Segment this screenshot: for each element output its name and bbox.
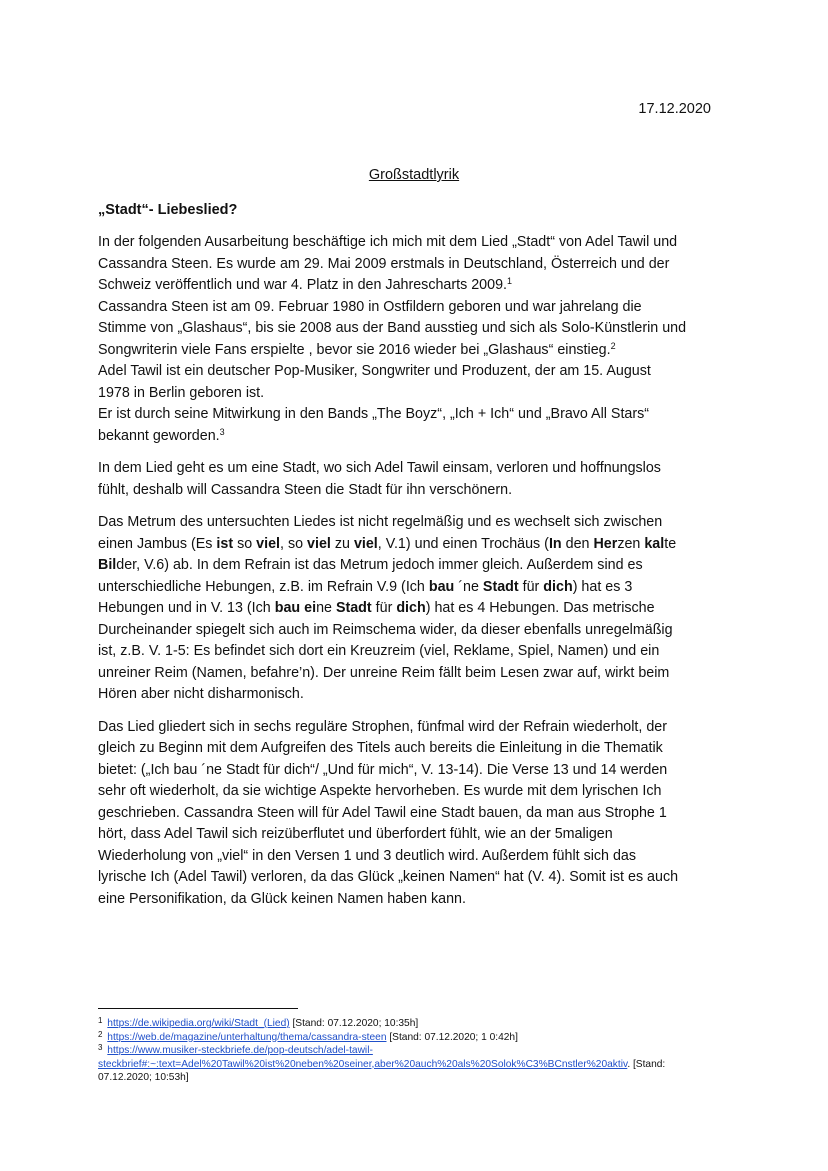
- text-segment: , V.1) und einen Trochäus (: [377, 535, 549, 552]
- text-line: eine Personifikation, da Glück keinen Namen haben kann.: [98, 890, 466, 907]
- text-segment: zen: [617, 535, 645, 552]
- footnote-item: [98, 1031, 738, 1045]
- footnote-text: [Stand: 07.12.2020; 1 0:42h]: [386, 1031, 518, 1043]
- footnote-item: [98, 1044, 738, 1058]
- text-line: Durcheinander spiegelt sich auch im Reimschema wider, da dieser ebenfalls unregelmäßig: [98, 621, 673, 638]
- text-segment: ) hat es 3: [572, 578, 633, 595]
- stressed-syllable: bau: [428, 578, 455, 595]
- footnote-link[interactable]: https://www.musiker-steckbriefe.de/pop-deutsch/adel-tawil-: [107, 1045, 373, 1056]
- text-segment: für: [371, 600, 397, 616]
- stressed-syllable: viel: [307, 535, 331, 552]
- text-line: ist, z.B. V. 1-5: Es befindet sich dort ein Kreuzreim (viel, Reklame, Spiel, Namen) und ein: [98, 643, 660, 659]
- footnote-ref: 2: [610, 340, 616, 351]
- document-body: [98, 232, 738, 921]
- stressed-syllable: Stadt: [482, 578, 519, 595]
- text-line: Er ist durch seine Mitwirkung in den Bands „The Boyz“, „Ich + Ich“ und „Bravo All Stars“: [98, 406, 650, 422]
- text-segment: Schweiz veröffentlich und war 4. Platz in den Jahrescharts 2009.: [98, 277, 508, 293]
- text-line: [98, 426, 738, 448]
- text-segment: für: [518, 578, 544, 595]
- text-line: [98, 534, 738, 556]
- text-line: gleich zu Beginn mit dem Aufgreifen des Titels auch bereits die Einleitung in die Thematik: [98, 740, 663, 756]
- text-line: Das Lied gliedert sich in sechs reguläre Strophen, fünfmal wird der Refrain wiederholt, der: [98, 718, 667, 735]
- text-line: bietet: („Ich bau ´ne Stadt für dich“/ „Und für mich“, V. 13-14). Die Verse 13 und 14 werden: [98, 761, 668, 778]
- text-line: Hören aber nicht disharmonisch.: [98, 686, 304, 702]
- text-segment: der, V.6) ab. In dem Refrain ist das Metrum jedoch immer gleich. Außerdem sind es: [116, 557, 643, 573]
- paragraph-topic: [98, 458, 738, 501]
- stressed-syllable: kal: [644, 535, 665, 552]
- text-segment: ne: [316, 600, 336, 616]
- footnote-link-continued[interactable]: steckbrief#:~:text=Adel%20Tawil%20ist%20neben%20seiner,aber%20auch%20als%20Solok%C3%BCnstler%20aktiv: [98, 1058, 628, 1070]
- text-line: unreiner Reim (Namen, befahre’n). Der unreine Reim fällt beim Lesen zwar auf, wirkt beim: [98, 664, 670, 681]
- footnotes: [98, 1017, 738, 1085]
- document-subtitle: „Stadt“- Liebeslied?: [98, 202, 238, 218]
- document-date: 17.12.2020: [638, 101, 711, 117]
- footnote-item: [98, 1017, 738, 1031]
- footnote-ref: 1: [507, 276, 513, 286]
- footnote-divider: [98, 1008, 298, 1009]
- text-segment: ´ne: [454, 578, 483, 595]
- text-segment: einen Jambus (Es: [98, 535, 217, 552]
- footnote-item-continued: [98, 1058, 738, 1072]
- paragraph-metrum: [98, 512, 738, 706]
- text-line: sehr oft wiederholt, da sie wichtige Aspekte hervorheben. Es wurde mit dem lyrischen Ich: [98, 783, 662, 799]
- stressed-syllable: dich: [396, 600, 426, 616]
- text-line: 1978 in Berlin geboren ist.: [98, 384, 265, 401]
- text-segment: te: [664, 535, 677, 552]
- text-line: Adel Tawil ist ein deutscher Pop-Musiker, Songwriter und Produzent, der am 15. August: [98, 363, 651, 379]
- text-segment: unterschiedliche Hebungen, z.B. im Refrain V.9 (Ich: [98, 578, 429, 595]
- text-line: lyrische Ich (Adel Tawil) verloren, da das Glück „keinen Namen“ hat (V. 4). Somit ist es auch: [98, 869, 679, 885]
- text-line: Stimme von „Glashaus“, bis sie 2008 aus der Band ausstieg und sich als Solo-Künstlerin und: [98, 320, 687, 336]
- stressed-syllable: Bil: [98, 557, 117, 573]
- footnote-number: 1: [98, 1016, 103, 1025]
- text-line: [98, 275, 738, 297]
- stressed-syllable: Stadt: [335, 600, 372, 616]
- text-line: Das Metrum des untersuchten Liedes ist nicht regelmäßig und es wechselt sich zwischen: [98, 514, 663, 530]
- stressed-syllable: viel: [353, 535, 378, 552]
- footnote-ref: 3: [219, 426, 225, 437]
- text-line: [98, 555, 738, 577]
- text-line: [98, 577, 738, 599]
- paragraph-intro: [98, 232, 738, 447]
- text-line: [98, 340, 738, 362]
- text-line: In dem Lied geht es um eine Stadt, wo sich Adel Tawil einsam, verloren und hoffnungslos: [98, 460, 661, 476]
- text-line: geschrieben. Cassandra Steen will für Adel Tawil eine Stadt bauen, da man aus Strophe 1: [98, 804, 667, 821]
- text-segment: ) hat es 4 Hebungen. Das metrische: [425, 600, 655, 616]
- stressed-syllable: dich: [543, 578, 573, 595]
- text-segment: , so: [280, 535, 308, 552]
- stressed-syllable: bau ei: [274, 600, 317, 616]
- text-line: fühlt, deshalb will Cassandra Steen die Stadt für ihn verschönern.: [98, 481, 513, 498]
- stressed-syllable: viel: [256, 535, 280, 552]
- document-title: Großstadtlyrik: [368, 167, 460, 183]
- stressed-syllable: In: [548, 535, 562, 552]
- stressed-syllable: Her: [593, 535, 618, 552]
- paragraph-structure: [98, 717, 738, 911]
- text-segment: so: [233, 535, 257, 552]
- text-line: Cassandra Steen ist am 09. Februar 1980 in Ostfildern geboren und war jahrelang die: [98, 298, 642, 315]
- text-segment: zu: [330, 535, 354, 552]
- text-segment: Songwriterin viele Fans erspielte , bevor sie 2016 wieder bei „Glashaus“ einstieg.: [98, 341, 611, 358]
- text-segment: Hebungen und in V. 13 (Ich: [98, 600, 275, 616]
- text-line: In der folgenden Ausarbeitung beschäftige ich mich mit dem Lied „Stadt“ von Adel Tawil und: [98, 234, 678, 250]
- text-line: Wiederholung von „viel“ in den Versen 1 und 3 deutlich wird. Außerdem fühlt sich das: [98, 847, 637, 864]
- footnote-link[interactable]: https://web.de/magazine/unterhaltung/thema/cassandra-steen: [107, 1031, 387, 1043]
- footnote-text: [Stand: 07.12.2020; 10:35h]: [289, 1018, 419, 1029]
- text-line: Cassandra Steen. Es wurde am 29. Mai 2009 erstmals in Deutschland, Österreich und der: [98, 255, 670, 272]
- footnote-number: 3: [98, 1043, 103, 1052]
- footnote-number: 2: [98, 1029, 103, 1039]
- stressed-syllable: ist: [216, 535, 234, 552]
- text-line: hört, dass Adel Tawil sich reizüberflutet und überfordert fühlt, wie an der 5maligen: [98, 826, 613, 842]
- text-line: [98, 598, 738, 620]
- footnote-link[interactable]: https://de.wikipedia.org/wiki/Stadt_(Lied): [107, 1018, 290, 1029]
- footnote-item-continued: 07.12.2020; 10:53h]: [98, 1072, 189, 1083]
- text-segment: den: [561, 535, 594, 552]
- footnote-text: . [Stand:: [627, 1058, 666, 1070]
- text-segment: bekannt geworden.: [98, 427, 220, 444]
